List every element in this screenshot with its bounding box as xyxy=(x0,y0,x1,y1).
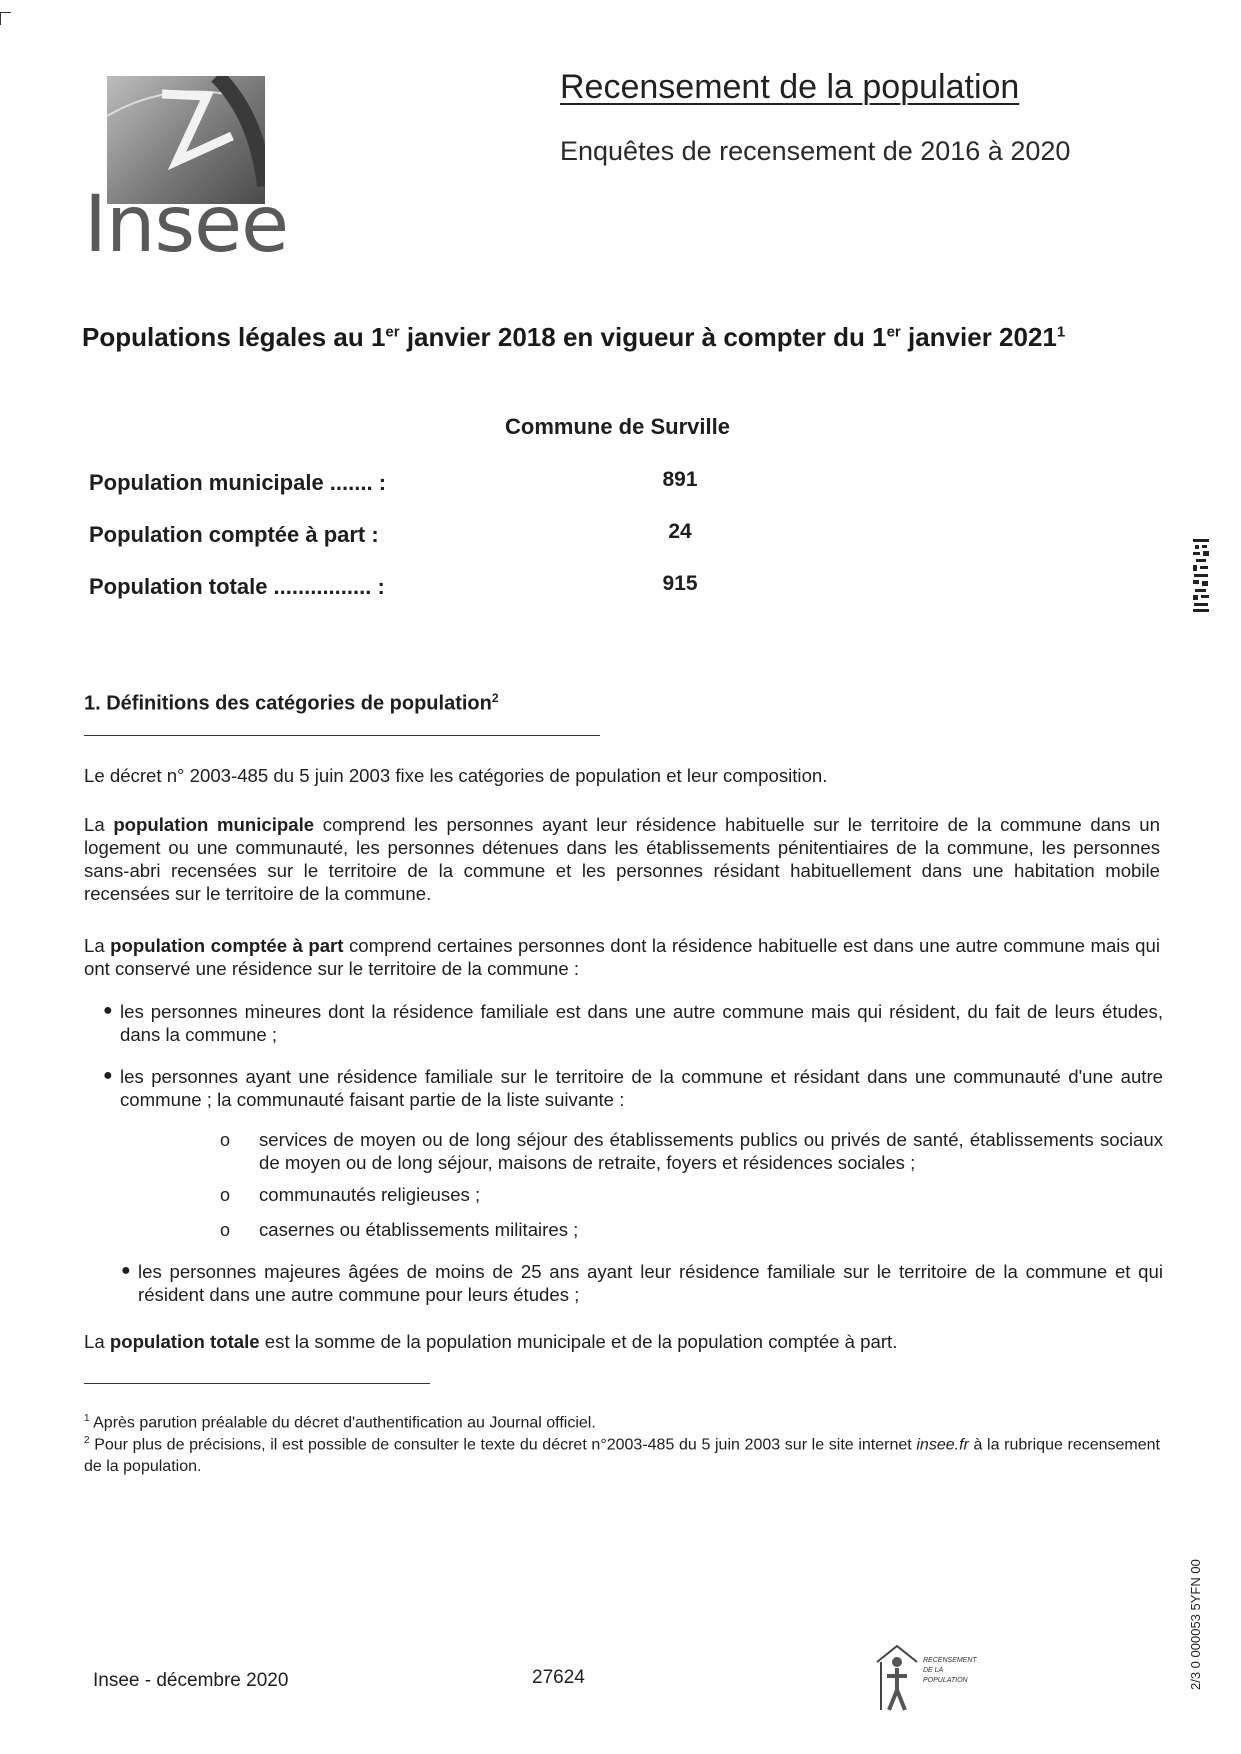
list-item: ● les personnes ayant une résidence familiale sur le territoire de la commune et résidant dans une communauté d'une autre commune ; la communauté faisant partie de la liste suivante : xyxy=(103,1066,1163,1110)
document-id: 2/3 0 000053 5YFN 00 xyxy=(1188,1559,1203,1690)
footnote-1: $^1$ Après parution préalable du décret d'authentification au Journal officiel. xyxy=(84,1413,596,1432)
house-person-icon xyxy=(873,1640,923,1720)
document-subtitle: Enquêtes de recensement de 2016 à 2020 xyxy=(560,136,1071,166)
population-totale-label: Population totale ................ : xyxy=(89,574,385,599)
footnote-ref: 1 xyxy=(1056,323,1066,341)
population-totale-value: 915 xyxy=(662,572,698,595)
population-comptee-label: Population comptée à part : xyxy=(89,522,379,547)
insee-logo-text: Insee xyxy=(84,180,289,270)
circle-bullet-icon: o xyxy=(220,1185,231,1205)
commune-name: Commune de Surville xyxy=(505,414,730,439)
circle-bullet-icon: o xyxy=(220,1130,231,1150)
footnote-2: $^2$ Pour plus de précisions, il est possible de consulter le texte du décret n°2003-485 du 5 juin 2003 sur le site internet insee.fr à la rubrique recensement de la population. xyxy=(84,1435,1161,1476)
barcode-icon xyxy=(1193,537,1209,613)
legal-population-heading: Populations légales au 1er janvier 2018 en vigueur à compter du 1er janvier 2021$^1$ xyxy=(82,322,1066,352)
population-municipale-value: 891 xyxy=(662,468,698,491)
list-item: o services de moyen ou de long séjour des établissements publics ou privés de santé, établissements sociaux de moyen ou de long séjour, maisons de retraite, foyers et résidences sociales ; xyxy=(220,1129,1163,1173)
section-divider xyxy=(84,735,600,736)
document-title: Recensement de la population xyxy=(560,68,1020,106)
circle-bullet-icon: o xyxy=(220,1220,231,1240)
section-title: 1. Définitions des catégories de population$^2$ xyxy=(84,691,499,715)
list-item: ● les personnes majeures âgées de moins de 25 ans ayant leur résidence familiale sur le territoire de la commune et qui résident dans une autre commune pour leurs études ; xyxy=(121,1261,1163,1305)
insee-link[interactable]: insee.fr xyxy=(916,1436,969,1454)
list-item: o communautés religieuses ; xyxy=(220,1184,481,1205)
footnote-ref: 2 xyxy=(491,691,499,705)
population-municipale-label: Population municipale ....... : xyxy=(89,470,387,495)
footnote-divider xyxy=(84,1383,430,1384)
municipale-definition: La population municipale comprend les personnes ayant leur résidence habituelle sur le territoire de la commune dans un logement ou une communauté, les personnes détenues dans les établissements pénitentiaires de la commune, les personnes sans-abri recensées sur le territoire de la commune et les personnes résidant habituellement dans une habitation mobile recensées sur le territoire de la commune. xyxy=(84,814,1160,904)
totale-definition: La population totale est la somme de la population municipale et de la population comptée à part. xyxy=(84,1331,898,1352)
footer-source: Insee - décembre 2020 xyxy=(93,1670,289,1691)
bullet-icon: ● xyxy=(103,1002,113,1019)
population-comptee-value: 24 xyxy=(668,520,692,543)
list-item: o casernes ou établissements militaires ; xyxy=(220,1219,579,1240)
crop-mark xyxy=(0,12,11,25)
bullet-icon: ● xyxy=(121,1262,131,1279)
footer-code: 27624 xyxy=(532,1667,585,1688)
recensement-logo: RECENSEMENT DE LA POPULATION xyxy=(873,1640,923,1725)
comptee-definition: La population comptée à part comprend certaines personnes dont la résidence habituelle est dans une autre commune mais qui ont conservé une résidence sur le territoire de la commune : xyxy=(84,935,1160,979)
list-item: ● les personnes mineures dont la résidence familiale est dans une autre commune mais qui résident, du fait de leurs études, dans la commune ; xyxy=(103,1001,1163,1045)
intro-paragraph: Le décret n° 2003-485 du 5 juin 2003 fixe les catégories de population et leur composition. xyxy=(84,765,828,786)
bullet-icon: ● xyxy=(103,1067,113,1084)
